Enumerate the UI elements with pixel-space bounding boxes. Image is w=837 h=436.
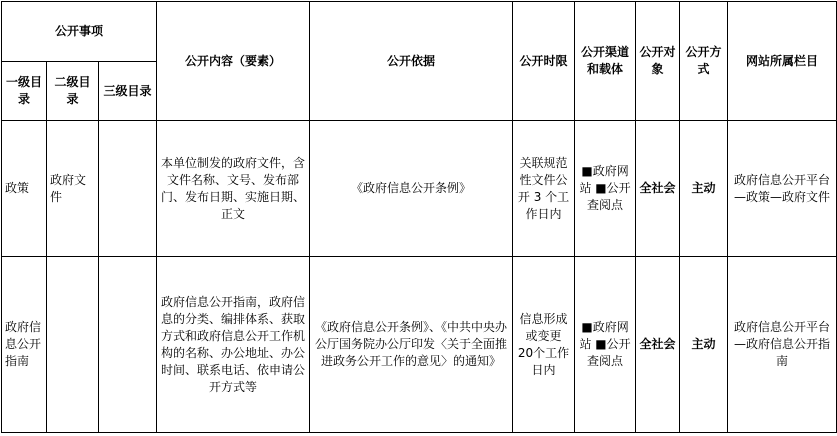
cell-site-column: 政府信息公开平台—政府信息公开指南: [728, 257, 837, 433]
cell-basis: 《政府信息公开条例》、《中共中央办公厅国务院办公厅印发〈关于全面推进政务公开工作的意见〉的通知》: [310, 257, 513, 433]
header-level1: 一级目录: [2, 62, 47, 121]
header-basis: 公开依据: [310, 2, 513, 121]
cell-level1: 政策: [2, 121, 47, 257]
cell-time-limit: 信息形成或变更 20个工作日内: [513, 257, 575, 433]
table-row: [2, 257, 837, 433]
cell-content: 本单位制发的政府文件，含文件名称、文号、发布部门、发布日期、实施日期、正文: [157, 121, 310, 257]
cell-method: 主动: [680, 121, 728, 257]
cell-basis: 《政府信息公开条例》: [310, 121, 513, 257]
header-target: 公开对象: [636, 2, 680, 121]
cell-level1: 政府信息公开指南: [2, 257, 47, 433]
cell-channel: ■政府网站 ■公开查阅点: [575, 121, 636, 257]
cell-content: 政府信息公开指南，政府信息的分类、编排体系、获取方式和政府信息公开工作机构的名称、办公地址、办公时间、联系电话、依申请公开方式等: [157, 257, 310, 433]
header-site-column: 网站所属栏目: [728, 2, 837, 121]
disclosure-table: [1, 1, 837, 433]
header-level2: 二级目录: [47, 62, 99, 121]
cell-target: 全社会: [636, 121, 680, 257]
header-content: 公开内容（要素）: [157, 2, 310, 121]
cell-level2: [47, 257, 99, 433]
header-time-limit: 公开时限: [513, 2, 575, 121]
header-public-matter: 公开事项: [2, 2, 157, 62]
header-channel: 公开渠道和载体: [575, 2, 636, 121]
cell-method: 主动: [680, 257, 728, 433]
cell-level2: 政府文件: [47, 121, 99, 257]
cell-target: 全社会: [636, 257, 680, 433]
cell-channel: ■政府网站 ■公开查阅点: [575, 257, 636, 433]
table-row: [2, 121, 837, 257]
header-level3: 三级目录: [99, 62, 157, 121]
cell-level3: [99, 257, 157, 433]
header-method: 公开方式: [680, 2, 728, 121]
cell-level3: [99, 121, 157, 257]
cell-time-limit: 关联规范性文件公开 3 个工作日内: [513, 121, 575, 257]
header-row-1: [2, 2, 837, 62]
cell-site-column: 政府信息公开平台—政策—政府文件: [728, 121, 837, 257]
